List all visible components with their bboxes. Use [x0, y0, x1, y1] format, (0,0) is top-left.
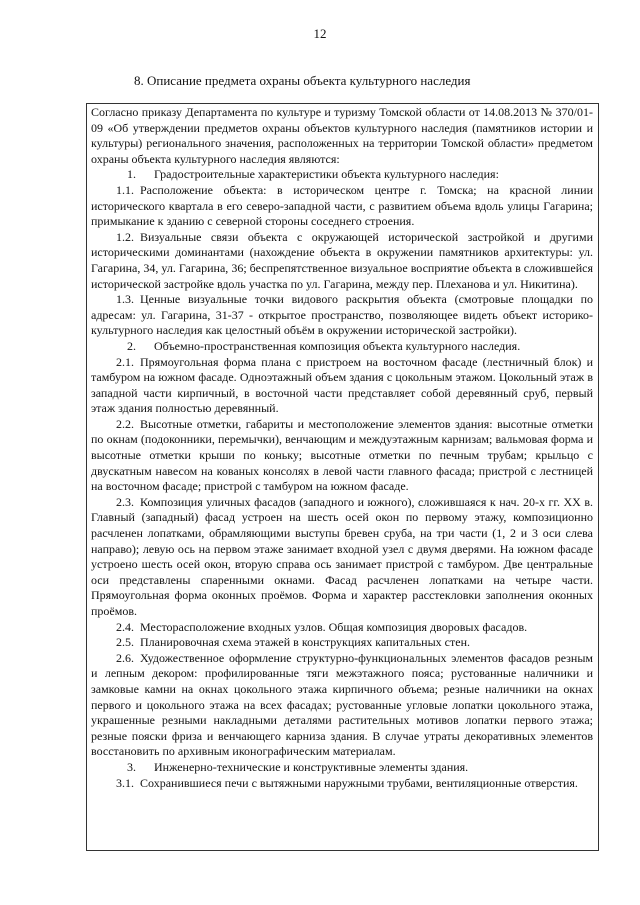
- item-text: Инженерно-технические и конструктивные элементы здания.: [154, 759, 469, 774]
- item-number: 2.5.: [116, 635, 134, 650]
- item-number: 1.2.: [116, 229, 134, 244]
- item-text: Сохранившиеся печи с вытяжными наружными трубами, вентиляционные отверстия.: [140, 775, 578, 790]
- item-number: 2.: [127, 338, 136, 353]
- intro-paragraph: Согласно приказу Департамента по культуре и туризму Томской области от 14.08.2013 № 370/01-09 «Об утверждении предметов охраны объектов культурного наследия (памятников истории и культуры) регионального значения, расположенных на территории Томской области» предметом охраны объекта культурного наследия являются:: [91, 105, 593, 166]
- item-text: Прямоугольная форма плана с пристроем на восточном фасаде (лестничный блок) и тамбуром на южном фасаде. Одноэтажный объем здания с цокольным этажом. Цокольный этаж в западной части кирпичный, в восточной части представляет собой деревянный сруб, первый этаж здания полностью деревянный.: [91, 354, 593, 416]
- document-body: [91, 105, 593, 791]
- item-1-1: [91, 183, 593, 230]
- item-1-3: [91, 292, 593, 339]
- item-number: 1.3.: [116, 292, 134, 307]
- item-3-1: [91, 776, 593, 792]
- item-text: Высотные отметки, габариты и местоположение элементов здания: высотные отметки по окнам (подоконники, перемычки), венчающим и междуэтажным карнизам; вальмовая форма и высотные отметки крыши по коньку; высотные отметки по печным трубам; крыльцо с двускатным навесом на кованых консолях в левой части главного фасада; пристрой с лестницей на восточном фасаде; пристрой с тамбуром на южном фасаде.: [91, 416, 593, 494]
- item-number: 2.3.: [116, 494, 134, 509]
- item-1: [91, 167, 593, 183]
- item-text: Ценные визуальные точки видового раскрытия объекта (смотровые площадки по адресам: ул. Гагарина, 31-37 - открытое пространство, позволяющее видеть объект историко-культурного наследия как целостный объём в окружении исторической застройки).: [91, 292, 593, 338]
- item-text: Объемно-пространственная композиция объекта культурного наследия.: [154, 338, 521, 353]
- item-number: 2.4.: [116, 619, 134, 634]
- item-text: Планировочная схема этажей в конструкциях капитальных стен.: [140, 635, 470, 650]
- item-1-2: [91, 230, 593, 292]
- item-number: 3.1.: [116, 775, 134, 790]
- section-title: 8. Описание предмета охраны объекта культурного наследия: [134, 73, 471, 88]
- page-number: 12: [313, 26, 327, 41]
- item-2-5: [91, 635, 593, 651]
- item-text: Месторасположение входных узлов. Общая композиция дворовых фасадов.: [140, 619, 528, 634]
- item-2-3: [91, 495, 593, 620]
- item-3: [91, 760, 593, 776]
- item-number: 2.1.: [116, 354, 134, 369]
- item-text: Расположение объекта: в историческом центре г. Томска; на красной линии исторического квартала в его северо-западной части, с развитием объема вдоль улицы Гагарина; примыкание к зданию с северной стороны соседнего строения.: [91, 182, 593, 229]
- item-text: Визуальные связи объекта с окружающей исторической застройкой и другими историческими доминантами (нахождение объекта в окружении памятников архитектуры: ул. Гагарина, 34, ул. Гагарина, 36; беспрепятственное визуальное восприятие объекта в сложившейся исторической застройке вдоль участка по ул. Гагарина, между пер. Плеханова и ул. Никитина).: [91, 229, 593, 291]
- item-2-2: [91, 417, 593, 495]
- item-number: 2.2.: [116, 416, 134, 431]
- item-number: 1.1.: [116, 182, 134, 197]
- item-2: [91, 339, 593, 355]
- item-number: 3.: [127, 759, 136, 774]
- item-text: Композиция уличных фасадов (западного и южного), сложившаяся к нач. 20-х гг. XX в. Главный (западный) фасад устроен на шесть осей окон по первому этажу, композиционно расчленен лопатками, обрамляющими выступы бревен сруба, на три части (1, 2 и 3 оси слева направо); левую ось на первом этаже занимает входной узел с двумя дверями. На южном фасаде устроено шесть осей окон, вторую справа ось занимает пристрой с тамбуром. Две центральные оси представлены спаренными окнами. Фасад расчленен лопатками на четыре части. Прямоугольная форма оконных проёмов. Форма и характер расстекловки заполнения оконных проёмов.: [91, 494, 593, 618]
- item-text: Художественное оформление структурно-функциональных элементов фасадов резным и лепным декором: профилированные тяги межэтажного пояса; рустованные наличники и замковые камни на окнах цокольного этажа кирпичного объема; резные наличники на окнах первого и цокольного этажа на всех фасадах; рустованные угловые лопатки цокольного этажа, украшенные резными накладными деталями растительных мотивов лопатки первого этажа; резные пояски фриза и венчающего карниза здания. В случае утраты декоративных элементов восстановить по архивным иконографическим материалам.: [91, 650, 593, 759]
- item-number: 2.6.: [116, 650, 134, 665]
- item-2-1: [91, 355, 593, 417]
- item-2-6: [91, 651, 593, 760]
- item-2-4: [91, 620, 593, 636]
- item-text: Градостроительные характеристики объекта культурного наследия:: [154, 167, 499, 182]
- item-number: 1.: [127, 167, 136, 182]
